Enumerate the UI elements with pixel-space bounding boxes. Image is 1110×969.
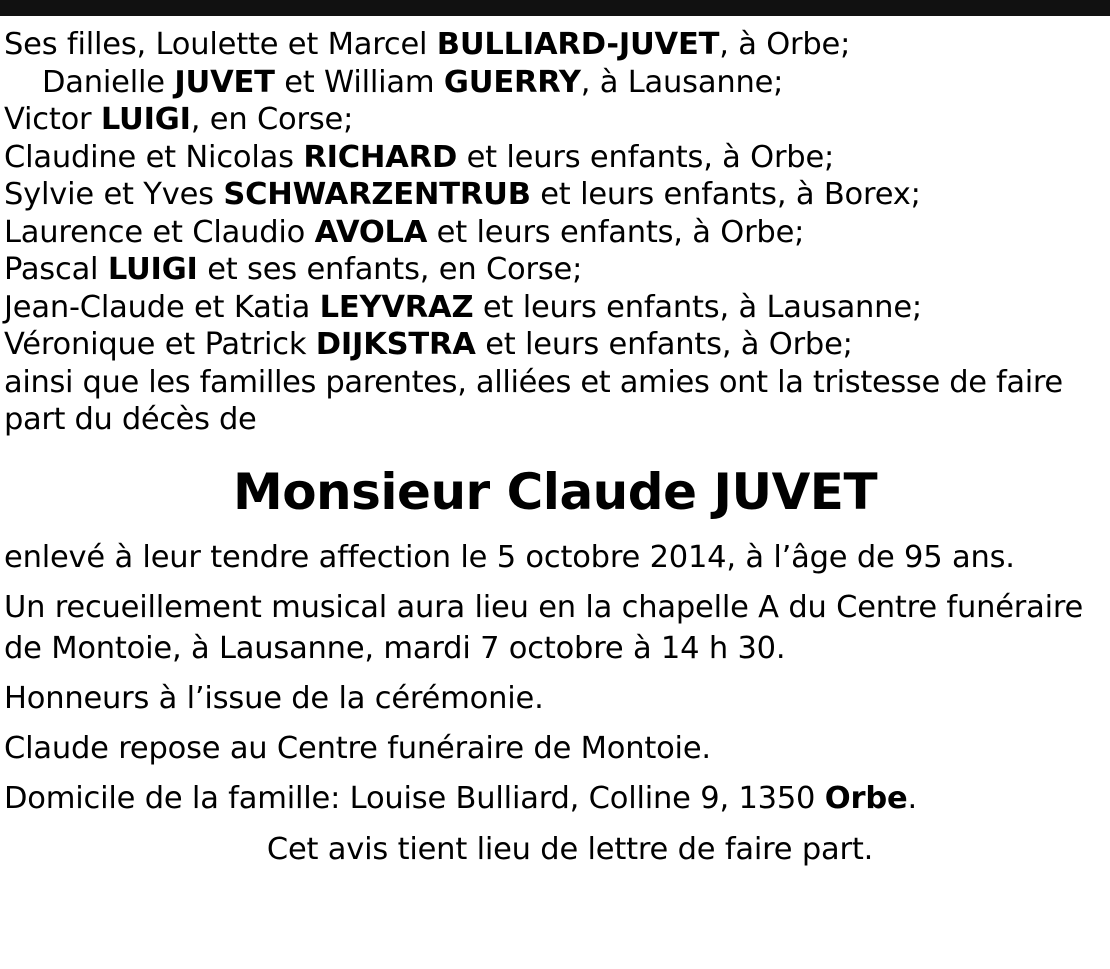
ceremony-line: Un recueillement musical aura lieu en la chapelle A du Centre funéraire de Montoie, à Lausanne, mardi 7 octobre à 14 h 30. [4, 589, 1084, 666]
survivor-line [4, 289, 1106, 327]
survivor-prefix: Victor [4, 102, 101, 137]
survivor-prefix: Jean-Claude et Katia [4, 289, 320, 325]
survivor-line [4, 214, 1106, 252]
survivor-surname: SCHWARZENTRUB [223, 177, 531, 212]
repose-line: Claude repose au Centre funéraire de Montoie. [4, 730, 711, 766]
address-prefix: Domicile de la famille: Louise Bulliard, Colline 9, 1350 [4, 780, 825, 816]
survivor-surname: BULLIARD-JUVET [436, 27, 720, 62]
survivor-suffix: et ses enfants, en Corse; [197, 252, 583, 287]
survivor-line [4, 26, 1106, 64]
survivor-suffix: , en Corse; [190, 102, 354, 137]
survivor-suffix: , à Lausanne; [580, 64, 784, 100]
survivor-suffix: et leurs enfants, à Lausanne; [473, 289, 922, 325]
survivor-prefix: Ses filles, Loulette et Marcel [4, 27, 437, 62]
survivor-surname: JUVET [174, 64, 275, 100]
survivor-surname: LEYVRAZ [319, 289, 474, 325]
survivor-surname: RICHARD [303, 139, 458, 175]
survivor-line [4, 326, 1106, 364]
notice-body [0, 16, 1110, 870]
deceased-name: Monsieur Claude JUVET [232, 462, 878, 521]
survivor-prefix: Danielle [42, 64, 175, 100]
survivor-suffix: et leurs enfants, à Orbe; [475, 327, 853, 362]
survivor-line [4, 139, 1106, 177]
survivor-line [4, 251, 1106, 289]
survivor-suffix: , à Orbe; [719, 27, 851, 62]
survivor-middle: et William [274, 64, 444, 100]
survivor-prefix: Laurence et Claudio [4, 214, 315, 250]
survivor-prefix: Véronique et Patrick [4, 327, 316, 362]
survivor-line [4, 64, 1106, 102]
survivor-surname: DIJKSTRA [315, 327, 476, 362]
survivor-prefix: Pascal [4, 252, 108, 287]
families-line: ainsi que les familles parentes, alliées et amies ont la tristesse de faire part du décès de [4, 364, 1063, 437]
survivor-surname: LUIGI [100, 102, 191, 137]
closing-line: Cet avis tient lieu de lettre de faire part. [266, 831, 874, 867]
survivor-surname: AVOLA [314, 214, 428, 250]
address-city: Orbe [824, 780, 908, 816]
address-suffix: . [907, 780, 917, 816]
survivor-suffix: et leurs enfants, à Orbe; [427, 214, 805, 250]
survivor-suffix: et leurs enfants, à Borex; [530, 177, 921, 212]
survivor-line [4, 101, 1106, 139]
survivor-surname-second: GUERRY [443, 64, 581, 100]
survivor-suffix: et leurs enfants, à Orbe; [457, 139, 835, 175]
survivor-prefix: Claudine et Nicolas [4, 139, 304, 175]
survivor-surname: LUIGI [107, 252, 198, 287]
death-date-line: enlevé à leur tendre affection le 5 octobre 2014, à l’âge de 95 ans. [4, 539, 1015, 575]
honours-line: Honneurs à l’issue de la cérémonie. [4, 680, 544, 716]
survivor-prefix: Sylvie et Yves [4, 177, 224, 212]
top-divider-rule [0, 0, 1110, 16]
survivor-line [4, 176, 1106, 214]
family-address-line [4, 778, 1106, 819]
